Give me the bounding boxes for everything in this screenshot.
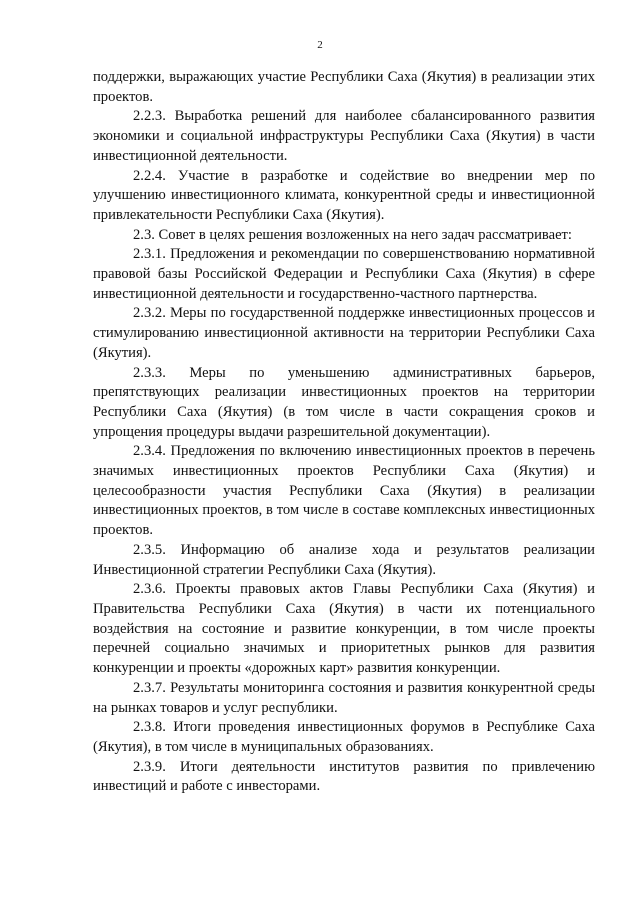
document-body	[93, 68, 595, 797]
paragraph-2-3-6: 2.3.6. Проекты правовых актов Главы Республики Саха (Якутия) и Правительства Республики Саха (Якутия) в части их потенциального воздействия на состояние и развитие конкуренции, в том числе проекты перечней социально значимых и приоритетных рынков для развития конкуренции и проекты «дорожных карт» развития конкуренции.	[93, 581, 595, 677]
page-number: 2	[317, 39, 323, 51]
paragraph-2-3-3: 2.3.3. Меры по уменьшению административных барьеров, препятствующих реализации инвестиционных проектов на территории Республики Саха (Якутия) (в том числе в части сокращения сроков и упрощения процедуры выдачи разрешительной документации).	[93, 364, 595, 440]
paragraph-2-2-3: 2.2.3. Выработка решений для наиболее сбалансированного развития экономики и социальной инфраструктуры Республики Саха (Якутия) в части инвестиционной деятельности.	[93, 108, 595, 164]
paragraph-2-3-7: 2.3.7. Результаты мониторинга состояния и развития конкурентной среды на рынках товаров и услуг республики.	[93, 679, 595, 716]
paragraph-2-2-4: 2.2.4. Участие в разработке и содействие во внедрении мер по улучшению инвестиционного климата, конкурентной среды и инвестиционной привлекательности Республики Саха (Якутия).	[93, 167, 595, 223]
paragraph-continuation: поддержки, выражающих участие Республики Саха (Якутия) в реализации этих проектов.	[93, 69, 595, 105]
paragraph-2-3: 2.3. Совет в целях решения возложенных на него задач рассматривает:	[133, 226, 572, 243]
paragraph-2-3-4: 2.3.4. Предложения по включению инвестиционных проектов в перечень значимых инвестиционных проектов Республики Саха (Якутия) и целесообразности участия Республики Саха (Якутия) в реализации инвестиционных проектов, в том числе в составе комплексных инвестиционных проектов.	[93, 443, 595, 539]
paragraph-2-3-2: 2.3.2. Меры по государственной поддержке инвестиционных процессов и стимулированию инвестиционной активности на территории Республики Саха (Якутия).	[93, 305, 595, 361]
paragraph-2-3-8: 2.3.8. Итоги проведения инвестиционных форумов в Республике Саха (Якутия), в том числе в муниципальных образованиях.	[93, 719, 595, 755]
paragraph-2-3-9: 2.3.9. Итоги деятельности институтов развития по привлечению инвестиций и работе с инвесторами.	[93, 758, 595, 795]
paragraph-2-3-1: 2.3.1. Предложения и рекомендации по совершенствованию нормативной правовой базы Российской Федерации и Республики Саха (Якутия) в сфере инвестиционной деятельности и государственно-частного партнерства.	[93, 246, 595, 302]
paragraph-2-3-5: 2.3.5. Информацию об анализе хода и результатов реализации Инвестиционной стратегии Республики Саха (Якутия).	[93, 541, 595, 578]
